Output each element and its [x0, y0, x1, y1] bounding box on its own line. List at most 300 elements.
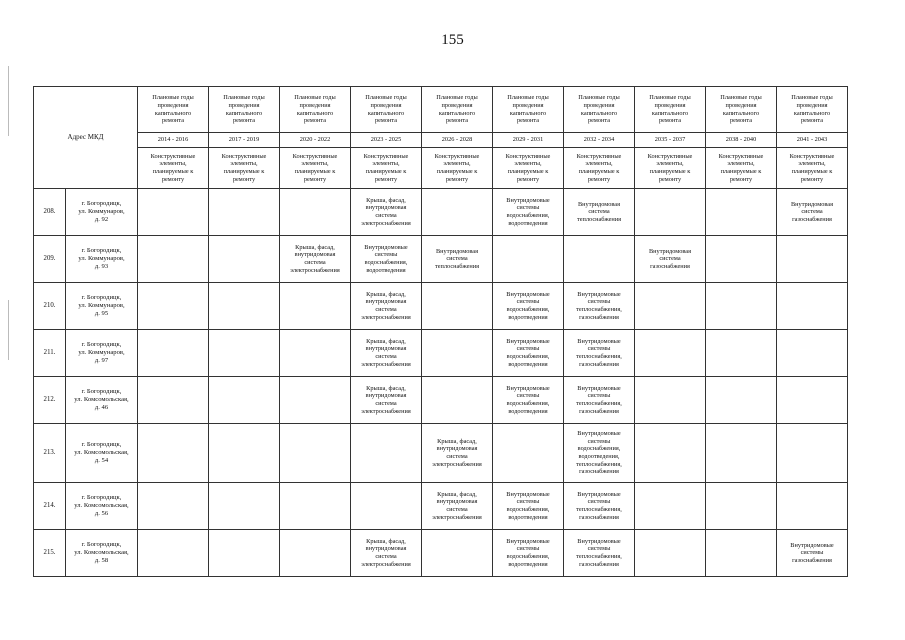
period-header: 2032 - 2034: [564, 133, 635, 148]
schedule-cell: [138, 189, 209, 236]
schedule-cell: [493, 189, 564, 236]
text-line: ремонту: [232, 175, 256, 183]
text-line: внутридомовая: [365, 392, 407, 400]
elements-header: [209, 148, 280, 189]
text-line: элементы,: [301, 160, 329, 168]
period-header: 2023 - 2025: [351, 133, 422, 148]
text-line: Крыша, фасад,: [366, 196, 406, 204]
schedule-cell: [209, 283, 280, 330]
text-line: планируемые к: [507, 168, 549, 175]
text-line: капитального: [296, 109, 334, 117]
row-address: [66, 530, 138, 577]
text-line: планируемые к: [152, 168, 194, 175]
text-line: ремонту: [658, 175, 682, 183]
text-line: газоснабжения: [579, 407, 619, 415]
text-line: ул. Комсомольская,: [74, 449, 129, 457]
text-line: система: [659, 255, 681, 263]
text-line: водоснабжения,: [506, 212, 550, 219]
capital-repair-schedule-table: [33, 86, 848, 577]
text-line: ремонта: [232, 117, 256, 125]
schedule-cell: [138, 377, 209, 424]
text-line: газоснабжения: [579, 513, 619, 521]
text-line: Плановые годы: [152, 94, 194, 102]
text-line: водоотведения: [508, 407, 548, 415]
text-line: Внутридомовая: [435, 247, 478, 255]
schedule-cell: [351, 530, 422, 577]
table-row: [34, 236, 848, 283]
planned-years-header: [351, 87, 422, 133]
text-line: электроснабжения: [361, 313, 411, 321]
text-line: Внутридомовые: [577, 537, 621, 545]
text-line: Конструктивные: [363, 152, 409, 160]
text-line: электроснабжения: [361, 360, 411, 368]
schedule-cell: [635, 530, 706, 577]
text-line: планируемые к: [365, 168, 407, 175]
text-line: газоснабжения: [579, 560, 619, 568]
elements-header: [280, 148, 351, 189]
text-line: капитального: [225, 109, 263, 117]
text-line: Конструктивные: [505, 152, 551, 160]
schedule-cell: [422, 377, 493, 424]
schedule-cell: [138, 483, 209, 530]
text-line: Внутридомовые: [790, 541, 834, 549]
text-line: электроснабжения: [432, 460, 482, 468]
schedule-cell: [777, 530, 848, 577]
schedule-cell: [138, 530, 209, 577]
text-line: д. 97: [94, 356, 109, 364]
schedule-cell: [280, 483, 351, 530]
text-line: системы: [587, 498, 611, 506]
elements-header: [138, 148, 209, 189]
text-line: водоотведения: [508, 513, 548, 521]
page-number: 155: [441, 32, 464, 48]
text-line: Конструктивные: [576, 152, 622, 160]
text-line: ремонту: [161, 175, 185, 183]
text-line: г. Богородицк,: [81, 541, 122, 549]
text-line: Внутридомовые: [577, 384, 621, 392]
text-line: проведения: [299, 101, 331, 109]
text-line: водоснабжения,: [364, 259, 408, 266]
row-number: 208.: [34, 189, 66, 236]
row-address: [66, 330, 138, 377]
text-line: газоснабжения: [792, 556, 832, 564]
table-row: [34, 530, 848, 577]
period-header: 2026 - 2028: [422, 133, 493, 148]
text-line: Внутридомовые: [506, 196, 550, 204]
text-line: водоотведения: [366, 266, 406, 274]
schedule-cell: [422, 483, 493, 530]
schedule-cell: [209, 377, 280, 424]
text-line: г. Богородицк,: [81, 341, 122, 349]
text-line: система: [375, 212, 397, 219]
schedule-cell: [422, 189, 493, 236]
schedule-cell: [635, 330, 706, 377]
period-header: 2017 - 2019: [209, 133, 280, 148]
text-line: элементы,: [159, 160, 187, 168]
header-row-element-label: [34, 148, 848, 189]
text-line: система: [801, 208, 823, 216]
text-line: Конструктивные: [789, 152, 835, 160]
schedule-cell: [280, 236, 351, 283]
text-line: Конструктивные: [647, 152, 693, 160]
schedule-cell: [635, 236, 706, 283]
text-line: д. 58: [94, 556, 109, 564]
text-line: ремонта: [516, 117, 540, 125]
text-line: системы: [516, 392, 540, 400]
address-header: Адрес МКД: [34, 87, 138, 189]
text-line: теплоснабжения,: [576, 553, 622, 560]
text-line: Внутридомовые: [577, 430, 621, 438]
text-line: Внутридомовые: [577, 490, 621, 498]
schedule-cell: [493, 377, 564, 424]
table-row: [34, 483, 848, 530]
text-line: проведения: [228, 101, 260, 109]
schedule-cell: [351, 424, 422, 483]
text-line: г. Богородицк,: [81, 494, 122, 502]
text-line: система: [588, 208, 610, 216]
schedule-cell: [706, 377, 777, 424]
planned-years-header: [777, 87, 848, 133]
text-line: элементы,: [443, 160, 471, 168]
text-line: Конструктивные: [718, 152, 764, 160]
row-address: [66, 236, 138, 283]
period-header: 2038 - 2040: [706, 133, 777, 148]
text-line: газоснабжения: [579, 360, 619, 368]
text-line: теплоснабжения,: [576, 506, 622, 513]
schedule-cell: [280, 530, 351, 577]
text-line: Плановые годы: [294, 94, 336, 102]
text-line: Крыша, фасад,: [437, 437, 477, 445]
text-line: г. Богородицк,: [81, 294, 122, 302]
row-number: 210.: [34, 283, 66, 330]
text-line: проведения: [725, 101, 757, 109]
schedule-cell: [564, 483, 635, 530]
schedule-cell: [209, 483, 280, 530]
planned-years-header: [422, 87, 493, 133]
schedule-cell: [351, 189, 422, 236]
text-line: ремонту: [374, 175, 398, 183]
text-line: внутридомовая: [365, 298, 407, 306]
text-line: водоснабжения,: [506, 506, 550, 513]
schedule-cell: [564, 189, 635, 236]
schedule-cell: [564, 530, 635, 577]
schedule-cell: [635, 283, 706, 330]
text-line: системы: [516, 298, 540, 306]
schedule-cell: [777, 483, 848, 530]
schedule-cell: [564, 330, 635, 377]
schedule-cell: [564, 377, 635, 424]
text-line: ремонту: [800, 175, 824, 183]
schedule-cell: [209, 236, 280, 283]
table-row: [34, 377, 848, 424]
text-line: планируемые к: [720, 168, 762, 175]
text-line: планируемые к: [578, 168, 620, 175]
text-line: теплоснабжения,: [576, 306, 622, 313]
text-line: Плановые годы: [436, 94, 478, 102]
text-line: ремонта: [587, 117, 611, 125]
period-header: 2029 - 2031: [493, 133, 564, 148]
elements-header: [564, 148, 635, 189]
text-line: ремонту: [303, 175, 327, 183]
schedule-cell: [138, 424, 209, 483]
text-line: элементы,: [585, 160, 613, 168]
row-number: 213.: [34, 424, 66, 483]
text-line: водоснабжения,: [506, 400, 550, 407]
period-header: 2020 - 2022: [280, 133, 351, 148]
text-line: элементы,: [372, 160, 400, 168]
text-line: внутридомовая: [365, 545, 407, 553]
text-line: внутридомовая: [365, 345, 407, 353]
text-line: ремонту: [445, 175, 469, 183]
planned-years-header: [209, 87, 280, 133]
text-line: ремонта: [445, 117, 469, 125]
text-line: теплоснабжения: [434, 262, 480, 270]
text-line: электроснабжения: [290, 266, 340, 274]
text-line: электроснабжения: [361, 407, 411, 415]
text-line: Плановые годы: [578, 94, 620, 102]
text-line: электроснабжения: [361, 560, 411, 568]
schedule-cell: [635, 189, 706, 236]
text-line: планируемые к: [436, 168, 478, 175]
text-line: капитального: [367, 109, 405, 117]
text-line: планируемые к: [791, 168, 833, 175]
text-line: планируемые к: [294, 168, 336, 175]
schedule-cell: [138, 330, 209, 377]
schedule-cell: [351, 483, 422, 530]
text-line: планируемые к: [649, 168, 691, 175]
text-line: Крыша, фасад,: [366, 537, 406, 545]
text-line: д. 56: [94, 509, 109, 517]
text-line: д. 95: [94, 309, 109, 317]
schedule-cell: [635, 377, 706, 424]
binding-margin-mark: [8, 66, 9, 136]
text-line: водоснабжения,: [506, 353, 550, 360]
text-line: Внутридомовые: [506, 537, 550, 545]
text-line: теплоснабжения,: [576, 353, 622, 360]
text-line: системы: [587, 298, 611, 306]
schedule-cell: [777, 330, 848, 377]
schedule-cell: [564, 283, 635, 330]
schedule-cell: [351, 236, 422, 283]
text-line: система: [375, 306, 397, 313]
text-line: ул. Коммунаров,: [78, 208, 125, 216]
text-line: ремонту: [587, 175, 611, 183]
schedule-cell: [635, 424, 706, 483]
text-line: электроснабжения: [361, 219, 411, 227]
schedule-cell: [422, 530, 493, 577]
schedule-cell: [564, 236, 635, 283]
text-line: Крыша, фасад,: [366, 337, 406, 345]
table-row: [34, 283, 848, 330]
text-line: система: [446, 506, 468, 513]
text-line: элементы,: [798, 160, 826, 168]
text-line: водоснабжения,: [506, 553, 550, 560]
text-line: ремонта: [303, 117, 327, 125]
text-line: водоснабжения,: [577, 445, 621, 453]
text-line: Плановые годы: [365, 94, 407, 102]
planned-years-header: [280, 87, 351, 133]
text-line: система: [446, 255, 468, 263]
schedule-cell: [493, 530, 564, 577]
planned-years-header: [635, 87, 706, 133]
text-line: внутридомовая: [365, 204, 407, 212]
text-line: водоотведения: [508, 560, 548, 568]
schedule-cell: [209, 330, 280, 377]
text-line: ремонта: [161, 117, 185, 125]
schedule-cell: [777, 189, 848, 236]
text-line: элементы,: [514, 160, 542, 168]
text-line: капитального: [509, 109, 547, 117]
text-line: системы: [800, 549, 824, 557]
period-header: 2014 - 2016: [138, 133, 209, 148]
text-line: г. Богородицк,: [81, 247, 122, 255]
schedule-cell: [777, 283, 848, 330]
text-line: капитального: [793, 109, 831, 117]
schedule-cell: [209, 530, 280, 577]
schedule-cell: [422, 236, 493, 283]
text-line: газоснабжения: [579, 468, 619, 476]
row-address: [66, 283, 138, 330]
period-header: 2041 - 2043: [777, 133, 848, 148]
elements-header: [351, 148, 422, 189]
schedule-cell: [706, 483, 777, 530]
table-row: [34, 424, 848, 483]
schedule-cell: [280, 330, 351, 377]
schedule-cell: [280, 424, 351, 483]
row-number: 212.: [34, 377, 66, 424]
text-line: капитального: [154, 109, 192, 117]
text-line: Внутридомовая: [577, 200, 620, 208]
text-line: г. Богородицк,: [81, 388, 122, 396]
text-line: системы: [587, 392, 611, 400]
text-line: Плановые годы: [720, 94, 762, 102]
text-line: Внутридомовые: [364, 243, 408, 251]
text-line: д. 92: [94, 215, 109, 223]
text-line: внутридомовая: [294, 251, 336, 259]
schedule-cell: [635, 483, 706, 530]
text-line: элементы,: [230, 160, 258, 168]
schedule-cell: [706, 424, 777, 483]
text-line: д. 93: [94, 262, 109, 270]
schedule-cell: [493, 424, 564, 483]
text-line: внутридомовая: [436, 498, 478, 506]
text-line: ул. Комсомольская,: [74, 502, 129, 510]
text-line: система: [304, 259, 326, 266]
text-line: Внутридомовые: [506, 337, 550, 345]
header-row-periods: [34, 133, 848, 148]
elements-header: [493, 148, 564, 189]
text-line: проведения: [157, 101, 189, 109]
text-line: водоотведения: [508, 313, 548, 321]
header-row-group-label: [34, 87, 848, 133]
text-line: Конструктивные: [221, 152, 267, 160]
text-line: водоотведения: [508, 360, 548, 368]
text-line: элементы,: [656, 160, 684, 168]
text-line: системы: [516, 204, 540, 212]
schedule-cell: [777, 424, 848, 483]
text-line: Конструктивные: [150, 152, 196, 160]
text-line: Внутридомовые: [577, 290, 621, 298]
elements-header: [422, 148, 493, 189]
schedule-cell: [280, 283, 351, 330]
text-line: капитального: [722, 109, 760, 117]
text-line: электроснабжения: [432, 513, 482, 521]
table-row: [34, 189, 848, 236]
row-address: [66, 483, 138, 530]
text-line: система: [375, 353, 397, 360]
text-line: планируемые к: [223, 168, 265, 175]
text-line: Внутридомовая: [790, 200, 833, 208]
schedule-cell: [706, 330, 777, 377]
text-line: теплоснабжения: [576, 215, 622, 223]
text-line: системы: [587, 345, 611, 353]
schedule-cell: [351, 283, 422, 330]
text-line: Крыша, фасад,: [366, 290, 406, 298]
text-line: водоснабжения,: [506, 306, 550, 313]
schedule-cell: [706, 283, 777, 330]
text-line: капитального: [438, 109, 476, 117]
elements-header: [706, 148, 777, 189]
schedule-cell: [138, 283, 209, 330]
text-line: системы: [587, 545, 611, 553]
text-line: д. 54: [94, 456, 109, 464]
text-line: Внутридомовая: [648, 247, 691, 255]
text-line: ремонта: [658, 117, 682, 125]
text-line: Внутридомовые: [506, 290, 550, 298]
text-line: проведения: [370, 101, 402, 109]
row-address: [66, 189, 138, 236]
text-line: Плановые годы: [507, 94, 549, 102]
schedule-cell: [280, 377, 351, 424]
text-line: система: [446, 453, 468, 460]
text-line: ремонту: [516, 175, 540, 183]
text-line: Внутридомовые: [506, 384, 550, 392]
planned-years-header: [493, 87, 564, 133]
period-header: 2035 - 2037: [635, 133, 706, 148]
schedule-cell: [706, 236, 777, 283]
text-line: система: [375, 400, 397, 407]
text-line: Плановые годы: [649, 94, 691, 102]
elements-header: [777, 148, 848, 189]
text-line: д. 46: [94, 403, 109, 411]
text-line: системы: [374, 251, 398, 259]
text-line: капитального: [651, 109, 689, 117]
planned-years-header: [706, 87, 777, 133]
schedule-cell: [209, 424, 280, 483]
text-line: г. Богородицк,: [81, 441, 122, 449]
text-line: газоснабжения: [650, 262, 690, 270]
text-line: ремонту: [729, 175, 753, 183]
text-line: внутридомовая: [436, 445, 478, 453]
schedule-cell: [706, 189, 777, 236]
text-line: системы: [516, 498, 540, 506]
schedule-cell: [493, 236, 564, 283]
text-line: проведения: [512, 101, 544, 109]
text-line: ремонта: [374, 117, 398, 125]
text-line: Внутридомовые: [506, 490, 550, 498]
schedule-cell: [493, 483, 564, 530]
planned-years-header: [138, 87, 209, 133]
text-line: г. Богородицк,: [81, 200, 122, 208]
text-line: водоотведения: [508, 219, 548, 227]
schedule-cell: [777, 236, 848, 283]
text-line: системы: [587, 437, 611, 445]
schedule-cell: [351, 377, 422, 424]
text-line: система: [375, 553, 397, 560]
schedule-cell: [351, 330, 422, 377]
schedule-cell: [138, 236, 209, 283]
text-line: элементы,: [727, 160, 755, 168]
